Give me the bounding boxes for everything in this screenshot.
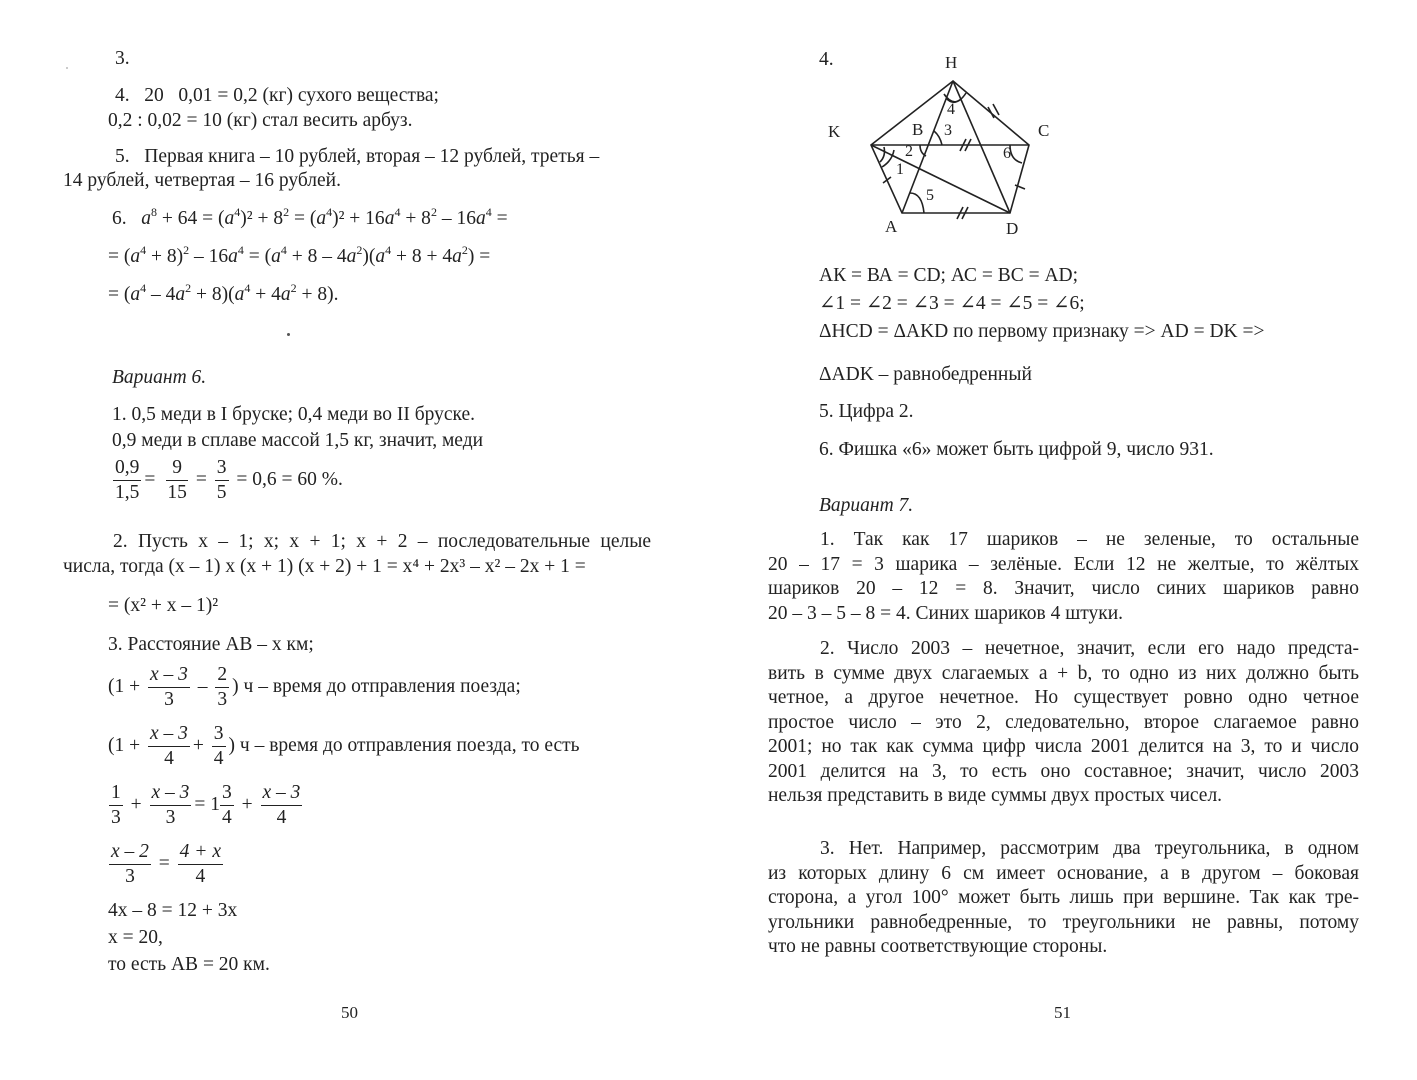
var-a: a bbox=[271, 246, 281, 267]
variant-6-heading: Вариант 6. bbox=[112, 367, 207, 388]
variant-7-heading: Вариант 7. bbox=[819, 495, 914, 516]
print-speck bbox=[287, 333, 290, 336]
result-text: = 0,6 = 60 %. bbox=[236, 468, 343, 490]
var-a: a bbox=[316, 208, 327, 229]
var-a: a bbox=[130, 284, 141, 305]
exponent: 4 bbox=[244, 281, 251, 295]
v7-answer-3 bbox=[768, 837, 1359, 960]
exponent: 2 bbox=[461, 243, 468, 257]
numerator: 4 + x bbox=[178, 840, 223, 865]
v7-answer-1-line: 20 – 3 – 5 – 8 = 4. Синих шариков 4 штуки. bbox=[768, 602, 1124, 624]
v6-answer-3-conclusion: то есть АВ = 20 км. bbox=[108, 954, 270, 975]
expr-text: = 1 bbox=[194, 793, 221, 815]
denominator: 5 bbox=[216, 482, 227, 503]
v7-answer-3-line: сторона, а угол 100° может быть лишь при вершине. Так как тре- bbox=[768, 887, 1359, 908]
operator: + bbox=[130, 793, 142, 815]
fraction bbox=[166, 456, 188, 505]
v7-answer-2-line: 2001 делится на 3, то есть оно составное; значит, число 2003 bbox=[768, 760, 1359, 782]
v7-answer-3-line: угольники равнобедренные, то треугольники не равны, потому bbox=[768, 911, 1359, 933]
fraction bbox=[215, 663, 229, 712]
vertex-label-C: C bbox=[1038, 121, 1050, 140]
right-4-line4: ΔADK – равнобедренный bbox=[819, 364, 1032, 385]
v6-answer-3-eq5: 4x – 8 = 12 + 3x bbox=[108, 900, 238, 921]
right-answer-6: 6. Фишка «6» может быть цифрой 9, число 931. bbox=[819, 439, 1214, 460]
answer-4-line2: 0,2 : 0,02 = 10 (кг) стал весить арбуз. bbox=[108, 110, 413, 131]
answer-6-line1 bbox=[112, 207, 508, 231]
v7-answer-1-line: шариков 20 – 12 = 8. Значит, число синих шариков равно bbox=[768, 578, 1359, 599]
answer-5-line2: 14 рублей, четвертая – 16 рублей. bbox=[63, 170, 341, 191]
fraction bbox=[212, 722, 226, 771]
expr-text: + 64 = ( bbox=[157, 208, 225, 229]
exponent: 2 bbox=[283, 205, 290, 219]
numerator: x – 3 bbox=[148, 722, 190, 747]
answer-number: 6. bbox=[112, 208, 127, 229]
v6-answer-2-line2: числа, тогда (x – 1) x (x + 1) (x + 2) + 1 = x⁴ + 2x³ – x² – 2x + 1 = bbox=[63, 555, 586, 577]
expr-text: )² + 8 bbox=[240, 208, 284, 229]
var-a: a bbox=[141, 208, 151, 229]
numerator: x – 3 bbox=[148, 663, 190, 688]
numerator: 3 bbox=[215, 456, 229, 481]
exponent: 2 bbox=[185, 281, 192, 295]
exponent: 4 bbox=[394, 205, 401, 219]
expr-text: – 16 bbox=[436, 208, 476, 229]
angle-label-2: 2 bbox=[905, 143, 913, 160]
v6-answer-1-fractions bbox=[110, 456, 343, 505]
angle-arc-6 bbox=[1010, 145, 1022, 163]
expr-text: + 8)( bbox=[191, 284, 235, 305]
double-tick bbox=[988, 107, 994, 118]
var-a: a bbox=[475, 208, 486, 229]
var-a: a bbox=[224, 208, 235, 229]
equals: = bbox=[195, 468, 207, 490]
v6-answer-3-eq6: x = 20, bbox=[108, 927, 163, 948]
angle-label-6: 6 bbox=[1003, 145, 1011, 162]
expr-text: = ( bbox=[108, 246, 131, 267]
v7-answer-2-line: вить в сумме двух слагаемых a + b, то одно из них должно быть bbox=[768, 662, 1359, 684]
expr-text: ) ч – время до отправления поезда; bbox=[232, 675, 521, 697]
right-4-line3: ΔHCD = ΔAKD по первому признаку => AD = DK => bbox=[819, 321, 1265, 342]
v6-answer-3-eq3 bbox=[106, 781, 305, 830]
page-number-left: 50 bbox=[341, 1003, 358, 1022]
var-a: a bbox=[452, 246, 462, 267]
angle-arc-3 bbox=[934, 131, 942, 145]
expr-text: = bbox=[491, 208, 508, 229]
v7-answer-3-line: 3. Нет. Например, рассмотрим два треугольника, в одном bbox=[820, 838, 1359, 859]
expr-text: – 4 bbox=[146, 284, 176, 305]
vertex-label-D: D bbox=[1006, 219, 1019, 238]
v7-answer-2 bbox=[768, 637, 1359, 809]
v7-answer-2-line: нельзя представить в виде суммы двух простых чисел. bbox=[768, 785, 1223, 806]
expr-text: )² + 16 bbox=[332, 208, 385, 229]
left-page bbox=[0, 0, 708, 1080]
exponent: 4 bbox=[234, 205, 241, 219]
fraction bbox=[109, 840, 151, 889]
v6-answer-1-line1: 1. 0,5 меди в I бруске; 0,4 меди во II бруске. bbox=[112, 404, 476, 425]
denominator: 3 bbox=[164, 689, 174, 710]
fraction bbox=[113, 456, 141, 505]
denominator: 4 bbox=[222, 807, 232, 828]
var-a: a bbox=[175, 284, 186, 305]
v7-answer-1-line: 1. Так как 17 шариков – не зеленые, то остальные bbox=[820, 529, 1359, 550]
denominator: 3 bbox=[125, 866, 135, 887]
denominator: 4 bbox=[213, 748, 224, 769]
exponent: 4 bbox=[385, 243, 392, 257]
v6-answer-2-line3: = (x² + x – 1)² bbox=[108, 595, 219, 616]
angle-label-4: 4 bbox=[947, 101, 955, 118]
denominator: 15 bbox=[167, 482, 187, 503]
answer-4-line1: 4. 20 0,01 = 0,2 (кг) сухого вещества; bbox=[115, 85, 439, 106]
expr-text: (1 + bbox=[108, 675, 141, 697]
right-4-line2: ∠1 = ∠2 = ∠3 = ∠4 = ∠5 = ∠6; bbox=[819, 293, 1085, 314]
expr-text: = ( bbox=[108, 284, 131, 305]
numerator: x – 3 bbox=[150, 781, 192, 806]
tick-mark bbox=[883, 177, 891, 183]
exponent: 2 bbox=[356, 243, 363, 257]
fraction bbox=[148, 722, 190, 771]
expr-text: + 8 + 4 bbox=[391, 246, 453, 267]
numerator: x – 2 bbox=[109, 840, 151, 865]
denominator: 4 bbox=[195, 866, 206, 887]
expr-text: + 8) bbox=[146, 246, 184, 267]
numerator: 3 bbox=[212, 722, 226, 747]
denominator: 3 bbox=[111, 807, 121, 828]
v6-answer-3-title: 3. Расстояние АВ – x км; bbox=[108, 634, 314, 655]
v6-answer-3-eq4 bbox=[106, 840, 226, 889]
expr-text: = ( bbox=[289, 208, 317, 229]
var-a: a bbox=[228, 246, 238, 267]
operator: + bbox=[241, 793, 253, 815]
v7-answer-1-line: 20 – 17 = 3 шарика – зелёные. Если 12 не желтые, то жёлтых bbox=[768, 553, 1359, 575]
numerator: x – 3 bbox=[261, 781, 303, 806]
expr-text: + 8 – 4 bbox=[286, 246, 347, 267]
right-4-line1: АК = ВА = CD; АС = ВС = AD; bbox=[819, 265, 1079, 286]
var-a: a bbox=[375, 246, 386, 267]
v7-answer-2-line: 2. Число 2003 – нечетное, значит, если его надо предста- bbox=[820, 638, 1359, 659]
var-a: a bbox=[280, 284, 291, 305]
expr-text: ) ч – время до отправления поезда, то есть bbox=[228, 734, 580, 756]
numerator: 9 bbox=[166, 456, 188, 481]
exponent: 4 bbox=[237, 243, 244, 257]
vertex-label-H: H bbox=[945, 53, 958, 72]
operator: – bbox=[197, 675, 208, 697]
numerator: 2 bbox=[215, 663, 229, 688]
var-a: a bbox=[384, 208, 395, 229]
answer-6-line3 bbox=[108, 283, 339, 307]
v6-answer-3-eq1 bbox=[108, 663, 521, 712]
v6-answer-1-line2: 0,9 меди в сплаве массой 1,5 кг, значит, меди bbox=[112, 430, 484, 451]
answer-5-line1: 5. Первая книга – 10 рублей, вторая – 12 рублей, третья – bbox=[115, 146, 600, 167]
v7-answer-2-line: простое число – это 2, следовательно, второе слагаемое равно bbox=[768, 711, 1359, 733]
v7-answer-3-line: из которых длину 6 см имеет основание, а в другом – боковая bbox=[768, 862, 1359, 884]
right-answer-5: 5. Цифра 2. bbox=[819, 401, 914, 422]
exponent: 4 bbox=[280, 243, 287, 257]
numerator: 0,9 bbox=[113, 456, 141, 481]
exponent: 2 bbox=[290, 281, 297, 295]
v7-answer-1 bbox=[768, 528, 1359, 626]
expr-text: + 8 bbox=[400, 208, 431, 229]
answer-4-label: 4. bbox=[819, 49, 834, 70]
double-tick bbox=[993, 104, 999, 115]
pentagon-figure bbox=[830, 48, 1090, 238]
expr-text: )( bbox=[362, 246, 376, 267]
expr-text: + 4 bbox=[250, 284, 281, 305]
equals: = bbox=[144, 468, 156, 490]
expr-text: + 8). bbox=[296, 284, 339, 305]
expr-text: – 16 bbox=[189, 246, 229, 267]
exponent: 2 bbox=[183, 243, 190, 257]
v6-answer-3-eq2 bbox=[108, 722, 580, 771]
exponent: 4 bbox=[140, 281, 147, 295]
angle-label-3: 3 bbox=[944, 122, 952, 139]
fraction bbox=[261, 781, 303, 830]
fraction bbox=[215, 456, 229, 505]
v7-answer-2-line: четное, а другое нечетное. Но существует ровно одно четное bbox=[768, 687, 1359, 708]
fraction bbox=[109, 781, 123, 830]
v6-answer-2-line1: 2. Пусть x – 1; x; x + 1; x + 2 – последовательные целые bbox=[113, 531, 651, 552]
exponent: 4 bbox=[485, 205, 492, 219]
page-number-right: 51 bbox=[1054, 1003, 1071, 1022]
denominator: 4 bbox=[276, 807, 287, 828]
vertex-label-K: K bbox=[828, 122, 841, 141]
v7-answer-2-line: 2001; но так как сумма цифр числа 2001 делится на 3, то и число bbox=[768, 736, 1359, 757]
denominator: 3 bbox=[217, 689, 228, 710]
answer-6-line2 bbox=[108, 245, 490, 269]
numerator: 1 bbox=[109, 781, 123, 806]
numerator: 3 bbox=[220, 781, 234, 806]
var-a: a bbox=[346, 246, 357, 267]
angle-arc-5 bbox=[910, 193, 924, 213]
denominator: 1,5 bbox=[115, 482, 140, 503]
answer-3: 3. bbox=[115, 48, 130, 69]
fraction bbox=[220, 781, 234, 830]
v7-answer-3-line: что не равны соответствующие стороны. bbox=[768, 936, 1108, 957]
expr-text: ) = bbox=[467, 246, 491, 267]
fraction bbox=[150, 781, 192, 830]
exponent: 4 bbox=[140, 243, 147, 257]
angle-label-1: 1 bbox=[896, 161, 904, 178]
angle-label-5: 5 bbox=[926, 187, 934, 204]
var-a: a bbox=[234, 284, 245, 305]
operator: + bbox=[192, 734, 204, 756]
denominator: 4 bbox=[164, 748, 174, 769]
exponent: 2 bbox=[430, 205, 437, 219]
exponent: 4 bbox=[326, 205, 333, 219]
fraction bbox=[148, 663, 190, 712]
right-page bbox=[708, 0, 1417, 1080]
v6-answer-2 bbox=[63, 530, 651, 579]
exponent: 8 bbox=[151, 205, 157, 219]
fraction bbox=[178, 840, 223, 889]
vertex-label-A: A bbox=[885, 217, 898, 236]
print-speck bbox=[66, 67, 68, 69]
vertex-label-B: B bbox=[912, 120, 924, 139]
expr-text: (1 + bbox=[108, 734, 141, 756]
equals: = bbox=[158, 852, 170, 874]
expr-text: = ( bbox=[243, 246, 272, 267]
denominator: 3 bbox=[165, 807, 176, 828]
var-a: a bbox=[130, 246, 141, 267]
